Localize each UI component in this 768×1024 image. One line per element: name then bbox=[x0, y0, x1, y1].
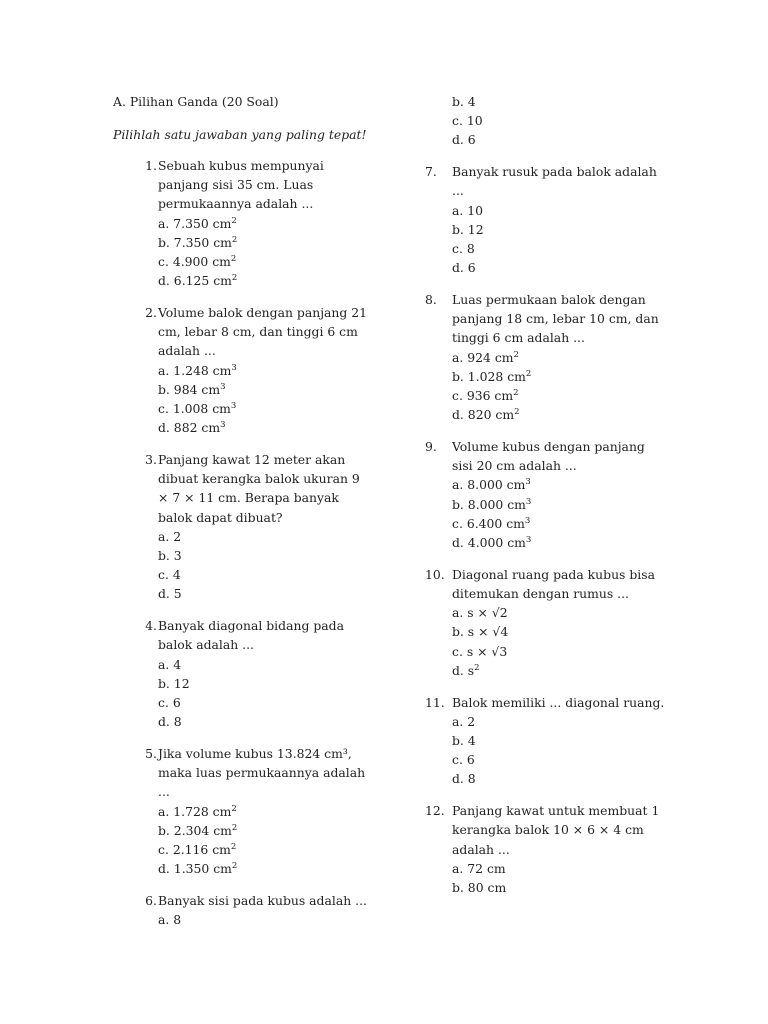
option-a: a. 8 bbox=[158, 912, 182, 928]
question-6 bbox=[133, 891, 368, 929]
option-a: a. 2 bbox=[158, 528, 182, 544]
option-a: a. 10 bbox=[452, 202, 484, 218]
option-b: b. 4 bbox=[452, 94, 476, 109]
question-number: 1. bbox=[145, 158, 157, 173]
question-text: Banyak diagonal bidang pada balok adalah ... bbox=[158, 618, 344, 653]
question-text: Volume balok dengan panjang 21 cm, lebar 8 cm, dan tinggi 6 cm adalah ... bbox=[158, 305, 368, 359]
option-c: c. 8 bbox=[452, 241, 475, 257]
left-column bbox=[133, 156, 368, 942]
option-a: a. 2 bbox=[452, 713, 476, 729]
option-c: c. 6.400 $cm^3$ bbox=[452, 515, 531, 531]
question-5 bbox=[133, 744, 368, 878]
question-1 bbox=[133, 156, 368, 290]
question-text: Banyak sisi pada kubus adalah ... bbox=[158, 893, 367, 909]
option-d: d. 5 bbox=[158, 586, 182, 602]
question-text: Balok memiliki ... diagonal ruang. bbox=[452, 694, 665, 710]
question-text: Sebuah kubus mempunyai panjang sisi 35 cm. Luas permukaannya adalah ... bbox=[158, 158, 324, 212]
question-2 bbox=[133, 303, 368, 437]
question-11 bbox=[427, 693, 667, 789]
option-b: b. 12 bbox=[452, 221, 484, 237]
question-7 bbox=[427, 162, 667, 277]
option-b: b. 80 cm bbox=[452, 880, 507, 896]
question-number: 4. bbox=[145, 618, 157, 634]
question-number: 7. bbox=[425, 164, 437, 180]
option-d: d. 6 bbox=[452, 132, 476, 148]
question-text: Diagonal ruang pada kubus bisa ditemukan dengan rumus ... bbox=[452, 566, 655, 602]
option-c: c. 936 $cm^2$ bbox=[452, 388, 519, 404]
question-text: Luas permukaan balok dengan panjang 18 cm, lebar 10 cm, dan tinggi 6 cm adalah ... bbox=[452, 292, 659, 346]
option-d: d. 6.125 $cm^2$ bbox=[158, 273, 238, 289]
question-8 bbox=[427, 290, 667, 424]
question-text: Banyak rusuk pada balok adalah ... bbox=[452, 164, 657, 199]
option-d: d. $s^2$ bbox=[452, 662, 480, 678]
option-a: a. 4 bbox=[158, 656, 182, 672]
option-b: b. 3 bbox=[158, 548, 182, 564]
option-c: c. 2.116 $cm^2$ bbox=[158, 842, 237, 858]
question-text: Volume kubus dengan panjang sisi 20 cm adalah ... bbox=[452, 439, 645, 474]
instruction-text: Pilihlah satu jawaban yang paling tepat! bbox=[113, 127, 367, 142]
section-title: A. Pilihan Ganda (20 Soal) bbox=[113, 94, 279, 109]
option-b: b. 7.350 $cm^2$ bbox=[158, 234, 238, 250]
option-a: a. 8.000 $cm^3$ bbox=[452, 477, 531, 493]
option-b: b. 4 bbox=[452, 733, 476, 749]
question-number: 10. bbox=[425, 566, 445, 582]
option-c: c. s × √3 bbox=[452, 643, 508, 659]
option-a: a. 7.350 $cm^2$ bbox=[158, 215, 237, 231]
option-c: c. 4 bbox=[158, 567, 181, 583]
question-text: Panjang kawat untuk membuat 1 kerangka balok 10 × 6 × 4 cm adalah ... bbox=[452, 803, 660, 857]
option-a: a. 72 cm bbox=[452, 860, 506, 876]
option-c: c. 1.008 $cm^3$ bbox=[158, 401, 237, 417]
right-column bbox=[427, 92, 667, 910]
option-d: d. 1.350 $cm^2$ bbox=[158, 861, 238, 877]
option-b: b. 2.304 $cm^2$ bbox=[158, 822, 238, 838]
question-number: 2. bbox=[145, 305, 157, 321]
option-d: d. 4.000 $cm^3$ bbox=[452, 535, 532, 551]
question-9 bbox=[427, 437, 667, 552]
question-3 bbox=[133, 450, 368, 604]
option-b: b. 8.000 $cm^3$ bbox=[452, 496, 532, 512]
option-c: c. 6 bbox=[452, 752, 475, 768]
option-c: c. 4.900 $cm^2$ bbox=[158, 254, 237, 270]
option-b: b. 12 bbox=[158, 675, 190, 691]
option-a: a. s × √2 bbox=[452, 605, 508, 621]
question-number: 12. bbox=[425, 803, 445, 819]
question-6-continued-options bbox=[427, 92, 667, 150]
option-d: d. 820 $cm^2$ bbox=[452, 407, 520, 423]
question-12 bbox=[427, 801, 667, 897]
question-4 bbox=[133, 616, 368, 731]
option-d: d. 882 $cm^3$ bbox=[158, 420, 226, 436]
option-a: a. 1.728 $cm^2$ bbox=[158, 803, 237, 819]
option-c: c. 10 bbox=[452, 113, 483, 129]
question-number: 6. bbox=[145, 893, 157, 909]
option-b: b. 984 $cm^3$ bbox=[158, 381, 226, 397]
question-10 bbox=[427, 565, 667, 680]
question-number: 8. bbox=[425, 292, 437, 308]
option-b: b. 1.028 $cm^2$ bbox=[452, 368, 532, 384]
question-text: Panjang kawat 12 meter akan dibuat kerangka balok ukuran 9 × 7 × 11 cm. Berapa banyak balok dapat dibuat? bbox=[158, 452, 360, 525]
question-number: 9. bbox=[425, 439, 437, 455]
question-number: 3. bbox=[145, 452, 157, 468]
option-d: d. 8 bbox=[452, 771, 476, 787]
option-a: a. 924 $cm^2$ bbox=[452, 349, 519, 365]
option-c: c. 6 bbox=[158, 695, 181, 711]
question-number: 5. bbox=[145, 746, 157, 762]
option-d: d. 6 bbox=[452, 260, 476, 276]
option-a: a. 1.248 $cm^3$ bbox=[158, 362, 237, 378]
question-number: 11. bbox=[425, 694, 445, 710]
option-d: d. 8 bbox=[158, 714, 182, 730]
question-text: Jika volume kubus 13.824 cm³, maka luas permukaannya adalah ... bbox=[158, 746, 366, 800]
option-b: b. s × √4 bbox=[452, 624, 509, 640]
